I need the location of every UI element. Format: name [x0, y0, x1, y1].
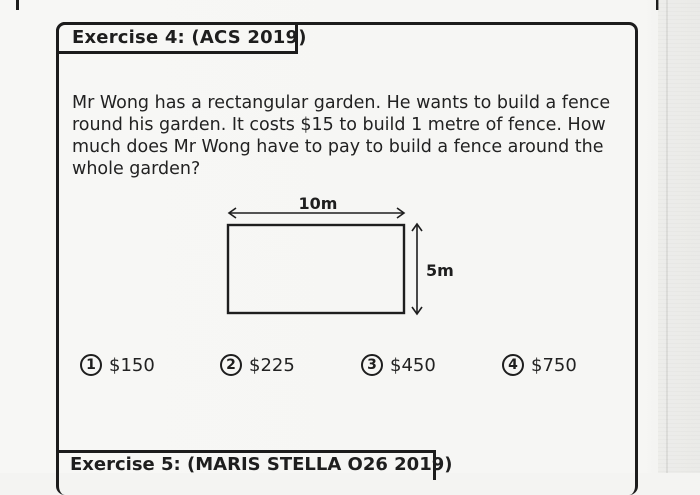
garden-diagram	[200, 190, 490, 330]
option-number-circle: 4	[502, 354, 524, 376]
next-exercise-title: Exercise 5: (MARIS STELLA O26 2019)	[70, 454, 453, 475]
exercise-title: Exercise 4: (ACS 2019)	[72, 27, 307, 48]
option-value: $150	[109, 354, 155, 376]
option-number-circle: 1	[80, 354, 102, 376]
height-label: 5m	[426, 261, 454, 280]
option-number-circle: 2	[220, 354, 242, 376]
option-1[interactable]	[80, 350, 155, 380]
page-edge-shadow	[658, 0, 700, 473]
option-value: $750	[531, 354, 577, 376]
garden-rectangle	[228, 225, 404, 313]
next-exercise-border-top	[56, 450, 436, 453]
height-arrow	[412, 224, 422, 314]
previous-box-border-left	[16, 0, 19, 10]
question-text: Mr Wong has a rectangular garden. He wants to build a fence round his garden. It costs $15 to build 1 metre of fence. How much does Mr Wong have to pay to build a fence around the whole garden?	[72, 93, 611, 179]
option-value: $225	[249, 354, 295, 376]
option-4[interactable]	[502, 350, 577, 380]
option-2[interactable]	[220, 350, 295, 380]
width-label: 10m	[298, 194, 338, 213]
answer-options	[0, 350, 700, 380]
option-number-circle: 3	[361, 354, 383, 376]
question-text-block	[72, 92, 612, 180]
option-value: $450	[390, 354, 436, 376]
next-exercise-border-left	[56, 450, 59, 480]
option-3[interactable]	[361, 350, 436, 380]
